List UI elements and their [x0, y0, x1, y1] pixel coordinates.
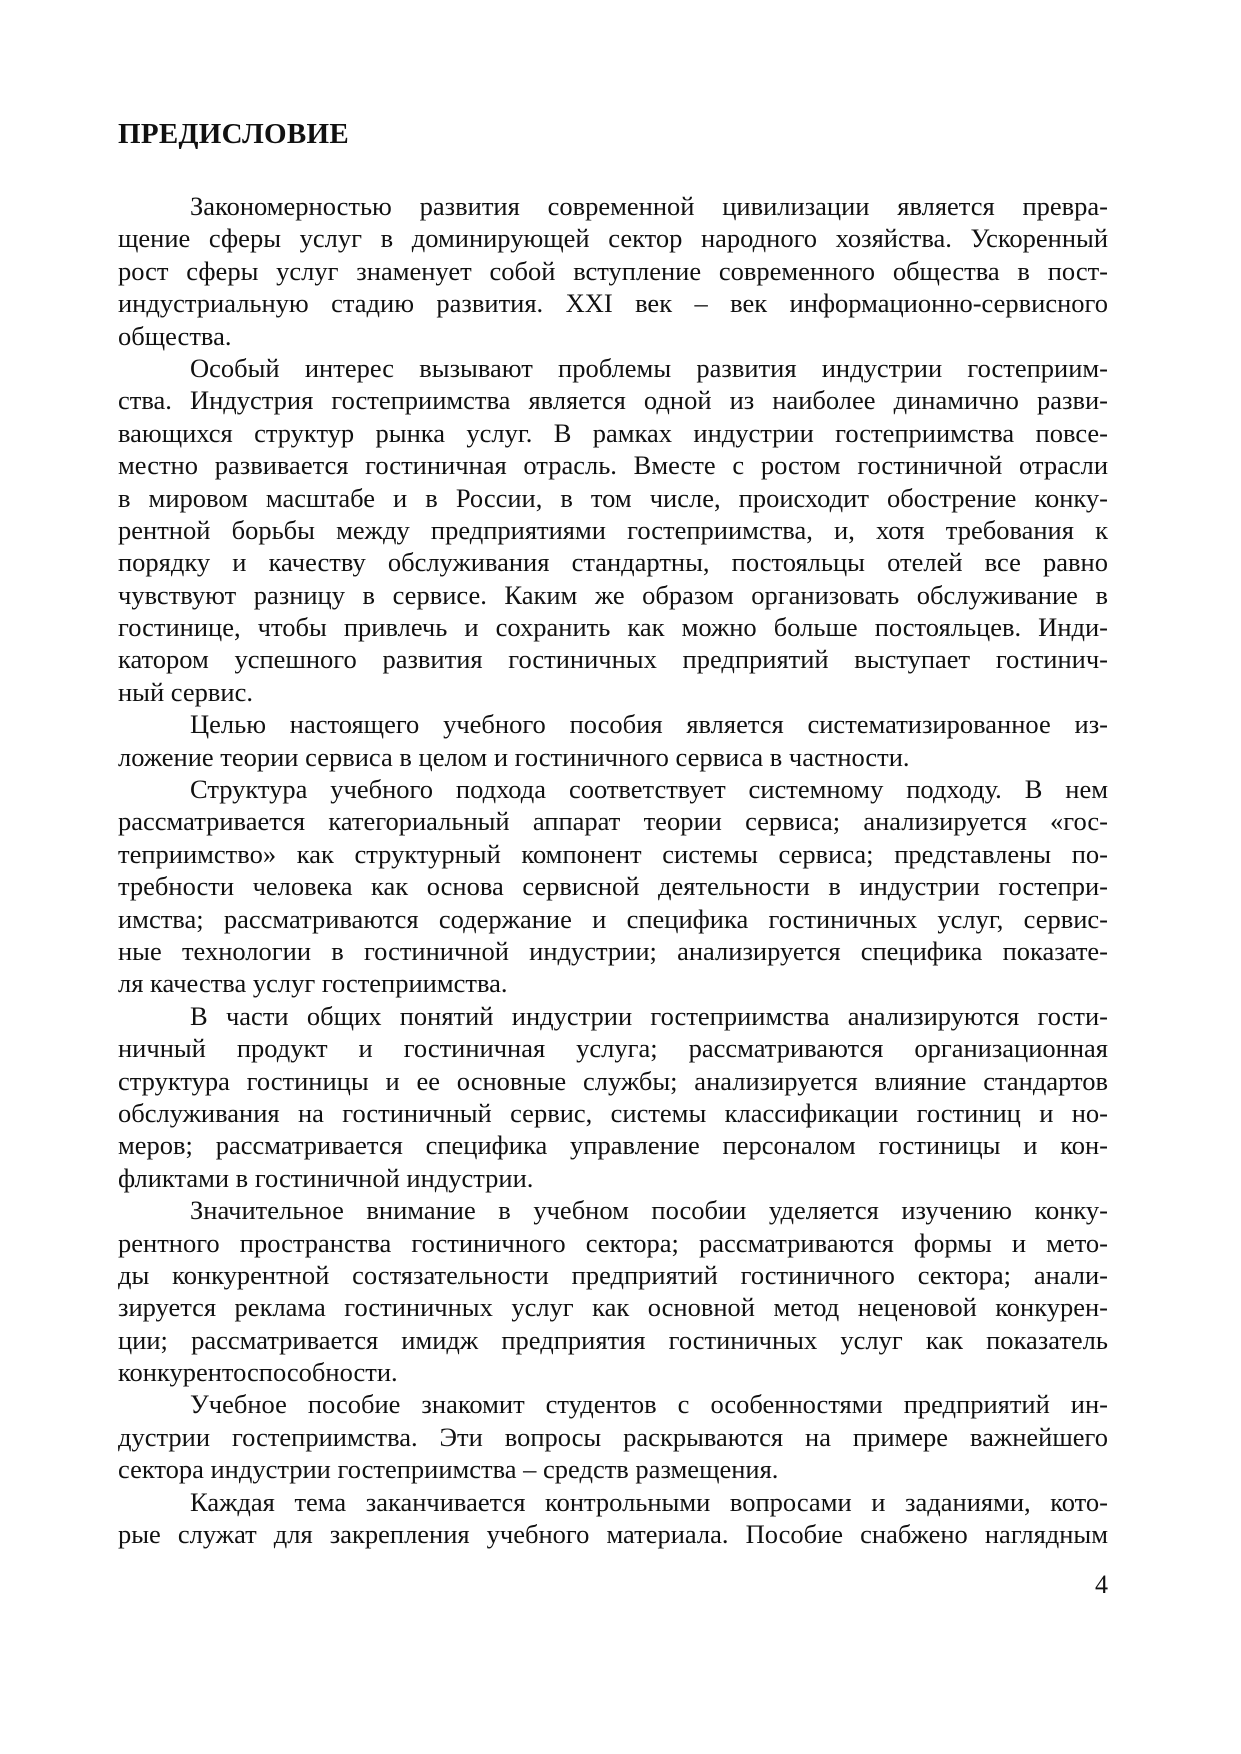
text-line: индустриальную стадию развития. XXI век – век информационно-сервисного [118, 288, 1108, 319]
text-line: Значительное внимание в учебном пособии уделяется изучению конку- [190, 1195, 1108, 1226]
text-line: ства. Индустрия гостеприимства является одной из наиболее динамично разви- [118, 385, 1108, 416]
text-line: ный сервис. [118, 676, 253, 707]
text-line: теприимство» как структурный компонент системы сервиса; представлены по- [118, 838, 1108, 869]
text-line: требности человека как основа сервисной деятельности в индустрии гостепри- [118, 871, 1108, 902]
text-line: структура гостиницы и ее основные службы; анализируется влияние стандартов [118, 1065, 1108, 1096]
text-line: меров; рассматривается специфика управление персоналом гостиницы и кон- [118, 1130, 1108, 1161]
text-line: фликтами в гостиничной индустрии. [118, 1162, 534, 1193]
paragraph [118, 1000, 1108, 1194]
text-line: вающихся структур рынка услуг. В рамках индустрии гостеприимства повсе- [118, 417, 1108, 448]
text-line: рассматривается категориальный аппарат теории сервиса; анализируется «гос- [118, 806, 1108, 837]
text-line: Целью настоящего учебного пособия является систематизированное из- [190, 709, 1108, 740]
page-number: 4 [1095, 1570, 1108, 1599]
paragraph [118, 352, 1108, 708]
text-line: щение сферы услуг в доминирующей сектор народного хозяйства. Ускоренный [118, 223, 1108, 254]
text-line: ции; рассматривается имидж предприятия гостиничных услуг как показатель [118, 1324, 1108, 1355]
text-line: зируется реклама гостиничных услуг как основной метод неценовой конкурен- [118, 1292, 1108, 1323]
paragraph [118, 1388, 1108, 1485]
text-line: катором успешного развития гостиничных предприятий выступает гостинич- [118, 644, 1108, 675]
text-line: порядку и качеству обслуживания стандартны, постояльцы отелей все равно [118, 547, 1108, 578]
text-line: рентного пространства гостиничного сектора; рассматриваются формы и мето- [118, 1227, 1108, 1258]
text-line: В части общих понятий индустрии гостеприимства анализируются гости- [190, 1000, 1108, 1031]
text-line: в мировом масштабе и в России, в том числе, происходит обострение конку- [118, 482, 1108, 513]
text-line: гостинице, чтобы привлечь и сохранить как можно больше постояльцев. Инди- [118, 612, 1108, 643]
text-line: ные технологии в гостиничной индустрии; анализируется специфика показате- [118, 935, 1108, 966]
text-line: чувствуют разницу в сервисе. Каким же образом организовать обслуживание в [118, 579, 1108, 610]
paragraph [118, 190, 1108, 352]
text-line: рые служат для закрепления учебного материала. Пособие снабжено наглядным [118, 1519, 1108, 1550]
paragraph [118, 1486, 1108, 1551]
text-line: конкурентоспособности. [118, 1357, 398, 1388]
text-line: общества. [118, 320, 232, 351]
text-line: ля качества услуг гостеприимства. [118, 968, 508, 999]
text-line: ложение теории сервиса в целом и гостиничного сервиса в частности. [118, 741, 910, 772]
text-line: имства; рассматриваются содержание и специфика гостиничных услуг, сервис- [118, 903, 1108, 934]
document-body [118, 190, 1108, 1550]
text-line: ничный продукт и гостиничная услуга; рассматриваются организационная [118, 1033, 1108, 1064]
paragraph [118, 773, 1108, 1000]
paragraph [118, 1194, 1108, 1388]
text-line: Каждая тема заканчивается контрольными вопросами и заданиями, кото- [190, 1486, 1108, 1517]
text-line: рост сферы услуг знаменует собой вступление современного общества в пост- [118, 255, 1108, 286]
text-line: обслуживания на гостиничный сервис, системы классификации гостиниц и но- [118, 1097, 1108, 1128]
text-line: Закономерностью развития современной цивилизации является превра- [190, 191, 1108, 221]
text-line: рентной борьбы между предприятиями гостеприимства, и, хотя требования к [118, 514, 1108, 545]
text-line: местно развивается гостиничная отрасль. Вместе с ростом гостиничной отрасли [118, 450, 1108, 481]
text-line: сектора индустрии гостеприимства – средств размещения. [118, 1454, 779, 1485]
page-heading: ПРЕДИСЛОВИЕ [118, 118, 350, 150]
text-line: Структура учебного подхода соответствует системному подходу. В нем [190, 774, 1108, 805]
text-line: Особый интерес вызывают проблемы развития индустрии гостеприим- [190, 352, 1108, 383]
paragraph [118, 708, 1108, 773]
text-line: дустрии гостеприимства. Эти вопросы раскрываются на примере важнейшего [118, 1421, 1108, 1452]
text-line: ды конкурентной состязательности предприятий гостиничного сектора; анали- [118, 1259, 1108, 1290]
text-line: Учебное пособие знакомит студентов с особенностями предприятий ин- [190, 1389, 1108, 1420]
